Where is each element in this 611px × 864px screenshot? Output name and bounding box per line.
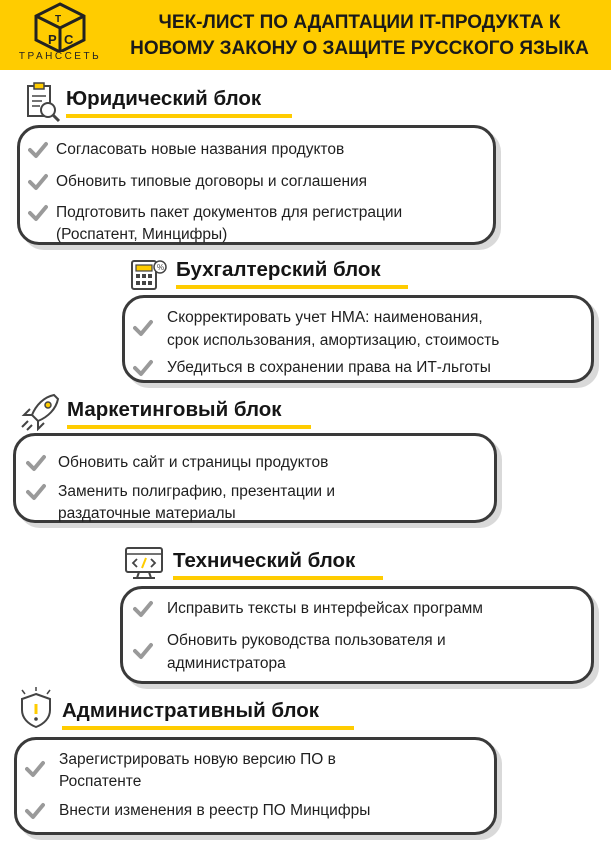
checkmark-icon	[28, 141, 48, 159]
svg-text:P: P	[48, 32, 57, 47]
checkmark-icon	[25, 802, 45, 820]
svg-text:C: C	[64, 32, 74, 47]
section-underline	[176, 285, 408, 289]
section-title-legal: Юридический блок	[66, 87, 262, 110]
checkmark-icon	[25, 760, 45, 778]
code-monitor-icon	[123, 545, 165, 581]
shield-warning-icon	[14, 686, 58, 730]
checkmark-icon	[26, 454, 46, 472]
svg-text:%: %	[157, 263, 165, 272]
svg-text:T: T	[55, 14, 62, 25]
cube-logo-icon	[4, 0, 116, 52]
section-underline	[67, 425, 311, 429]
calculator-icon	[128, 255, 168, 291]
checkmark-icon	[28, 204, 48, 222]
marketing-card: Обновить сайт и страницы продуктов Заменить полиграфию, презентации и раздаточные материалы	[13, 433, 497, 523]
checkmark-icon	[28, 173, 48, 191]
accounting-card: Скорректировать учет НМА: наименования, срок использования, амортизацию, стоимость Убедиться в сохранении права на ИТ-льготы	[122, 295, 594, 383]
section-title-technical: Технический блок	[173, 549, 356, 572]
technical-card: Исправить тексты в интерфейсах программ Обновить руководства пользователя и администратора	[120, 586, 594, 684]
admin-card: Зарегистрировать новую версию ПО в Роспатенте Внести изменения в реестр ПО Минцифры	[14, 737, 497, 835]
logo	[4, 0, 116, 70]
section-underline	[62, 726, 354, 730]
section-title-accounting: Бухгалтерский блок	[176, 258, 381, 281]
checkmark-icon	[133, 600, 153, 618]
checkmark-icon	[133, 319, 153, 337]
section-underline	[66, 114, 292, 118]
logo-caption: ТРАНССЕТЬ	[18, 51, 102, 62]
checkmark-icon	[133, 642, 153, 660]
section-title-marketing: Маркетинговый блок	[67, 398, 282, 421]
page-title: ЧЕК-ЛИСТ ПО АДАПТАЦИИ IT-ПРОДУКТА К НОВОМУ ЗАКОНУ О ЗАЩИТЕ РУССКОГО ЯЗЫКА	[130, 12, 589, 59]
document-magnifier-icon	[22, 82, 62, 124]
checkmark-icon	[133, 359, 153, 377]
section-title-admin: Административный блок	[62, 699, 320, 722]
rocket-icon	[18, 391, 62, 431]
checkmark-icon	[26, 483, 46, 501]
header-banner	[0, 0, 611, 70]
section-underline	[173, 576, 383, 580]
legal-card: Согласовать новые названия продуктов Обновить типовые договоры и соглашения Подготовить пакет документов для регистрации (Роспатент, Минцифры)	[17, 125, 496, 245]
